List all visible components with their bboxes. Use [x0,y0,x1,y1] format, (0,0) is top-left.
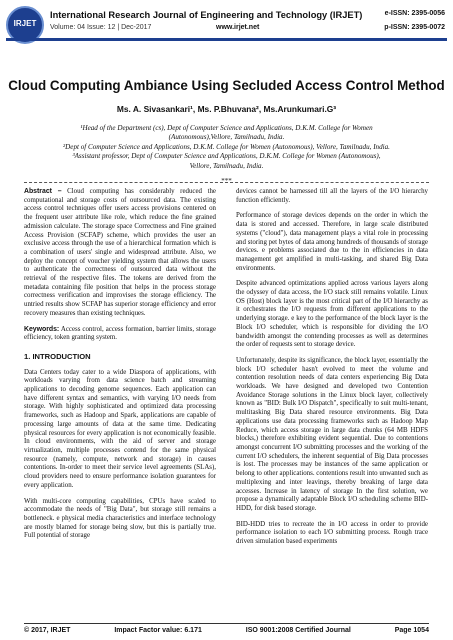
impact-factor: Impact Factor value: 6.171 [114,627,202,634]
paper-title: Cloud Computing Ambiance Using Secluded Access Control Method [8,78,445,93]
copyright: © 2017, IRJET [24,627,71,634]
affiliation-line: ³Assistant professor, Dept of Computer Science and Applications, D.K.M. College for Women (Autonomous), [72,152,381,161]
section-heading: 1. INTRODUCTION [24,351,91,361]
author-list: Ms. A. Sivasankari¹, Ms. P.Bhuvana², Ms.Arunkumari.G³ [116,104,337,114]
keywords [24,326,216,343]
p-issn: p-ISSN: 2395-0072 [384,24,445,31]
e-issn: e-ISSN: 2395-0056 [384,10,445,17]
paragraph: devices cannot be harnessed till all the layers of the I/O hierarchy function efficiently. [236,188,428,204]
page-footer [24,627,429,634]
journal-header [0,0,453,52]
logo-text: IRJET [13,19,37,28]
left-column [24,188,216,548]
right-column [236,188,428,554]
keywords-text: Access control, access formation, barrier limits, storage efficiency, token granting system. [24,325,216,342]
affiliation-line: ¹Head of the Department (cs), Dept of Computer Science and Applications, D.K.M. College for Women [80,124,373,132]
iso-certification: ISO 9001:2008 Certified Journal [245,627,351,634]
footer-divider [24,623,429,624]
paragraph: Data Centers today cater to a wide Diaspora of applications, with workloads varying from data science batch and streaming applications to decoding genome sequences. Each application can have different syntax and semantics, with varying I/O needs from storage. With highly sophisticated and optimized data processing frameworks, such as Hadoop and Spark, applications are capable of processing large amounts of data at the same time. Dedicating physical resources for every application is not economically feasible. In cloud environments, with the aid of server and storage virtualization, multiple processes contend for the same physical resource (namely, compute, network and storage) in causes contentions. In-order to meet their service level agreements (SLAs), cloud providers need to ensure performance isolation guarantees for every application. [24,368,216,489]
affiliation-line: ²Dept of Computer Science and Applications, D.K.M. College for Women (Autonomous), Vellore, Tamilnadu, India. [63,142,390,151]
paragraph: Performance of storage devices depends on the order in which the data is stored and accessed. Therefore, in large scale distributed systems ("cloud"), data management plays a vital role in processing and storing pet bytes of data among hundreds of thousands of storage devices. e problems associated due to the in efficiencies in data management get amplified in multi-tasking, and shared Big Data environments. [236,212,428,272]
journal-website-link[interactable]: www.irjet.net [216,24,260,31]
paragraph: Unfortunately, despite its significance, the block layer, essentially the block I/O scheduler hasn't evolved to meet the volume and contention resolution needs of data centers experiencing Big Data workloads. We have designed and developed two Contention Avoidance Storage solutions in the Linux block layer, collectively known as "BID: Bulk I/O Dispatch", specifically to suit multi-tenant, multitasking Big Data shared resource environments. Big Data applications use data processing frameworks such as Hadoop Map Reduce, which access storage in large data chunks (64 MB HDFS blocks,) therefore exhibiting evident sequential. Due to contentions amongst concurrent I/O submitting processes and the working of the current I/O schedulers, the inherent sequential of Big Data processes is lost. The processes may be instances of the same application or belong to other applications. contentions result into unwanted such as multiplexing and inter leavings, thereby breaking of large data accesses. Increase in latency of storage In the first solution, we propose a dynamically adaptable Block I/O scheduling scheme BID-HDD, for disk based storage. [236,356,428,512]
abstract [24,188,216,319]
header-divider [6,38,447,41]
separator-mark: *** [221,177,232,185]
affiliation-line: Vellore, Tamilnadu, India. [189,161,264,170]
keywords-label: Keywords: [24,325,60,333]
page-number: Page 1054 [394,627,429,634]
volume-issue: Volume: 04 Issue: 12 | Dec-2017 [50,24,152,31]
journal-title: International Research Journal of Engineering and Technology (IRJET) [50,10,363,20]
affiliations [28,124,425,171]
paragraph: With multi-core computing capabilities, CPUs have scaled to accommodate the needs of "Big Data", but storage still remains a bottleneck. e physical media characteristics and interface technology are mostly blamed for storage being slow, but this is partially true. Full potential of storage [24,497,216,540]
paragraph: BID-HDD tries to recreate the in I/O access in order to provide performance isolation to each I/O submitting process. Rough trace driven simulation based experiments [236,520,428,546]
paragraph: Despite advanced optimizations applied across various layers along the odyssey of data access, the I/O stack still remains volatile. Linux OS (Host) block layer is the most critical part of the I/O hierarchy as it orchestrates the I/O requests from different applications to the underlying storage. e key to the performance of the block layer is the Block I/O scheduler, which is responsible for dividing the I/O bandwidth amongst the contending processes as well as determines the order of requests sent to storage device. [236,280,428,349]
abstract-label: Abstract – [24,188,62,195]
abstract-text: Cloud computing has considerably reduced the computational and storage costs of outsourced data. The existing access control techniques offer users access provisions centered on the frequent user attribute like role, which reduce the fine grained admission calculate. The storage space Correctness and Fine grained Access Provision (SCFAP) scheme, which provides the user an exclusive access through the use of a hierarchical formation which is a combination of users' single and widespread attribute. Also, we deploy the concept of voucher yielding system that allows the users to authenticate the correctness of outsourced data without the retrieval of the respective files. The tokens are derived from the metadata containing file position that helps in the process storage correctness verification and improvises the storage efficiency. The untried results show SCFAP has superior storage efficiency and error recovery measures than existing techniques. [24,188,216,317]
affiliation-line: (Autonomous),Vellore, Tamilnadu, India. [168,133,285,142]
